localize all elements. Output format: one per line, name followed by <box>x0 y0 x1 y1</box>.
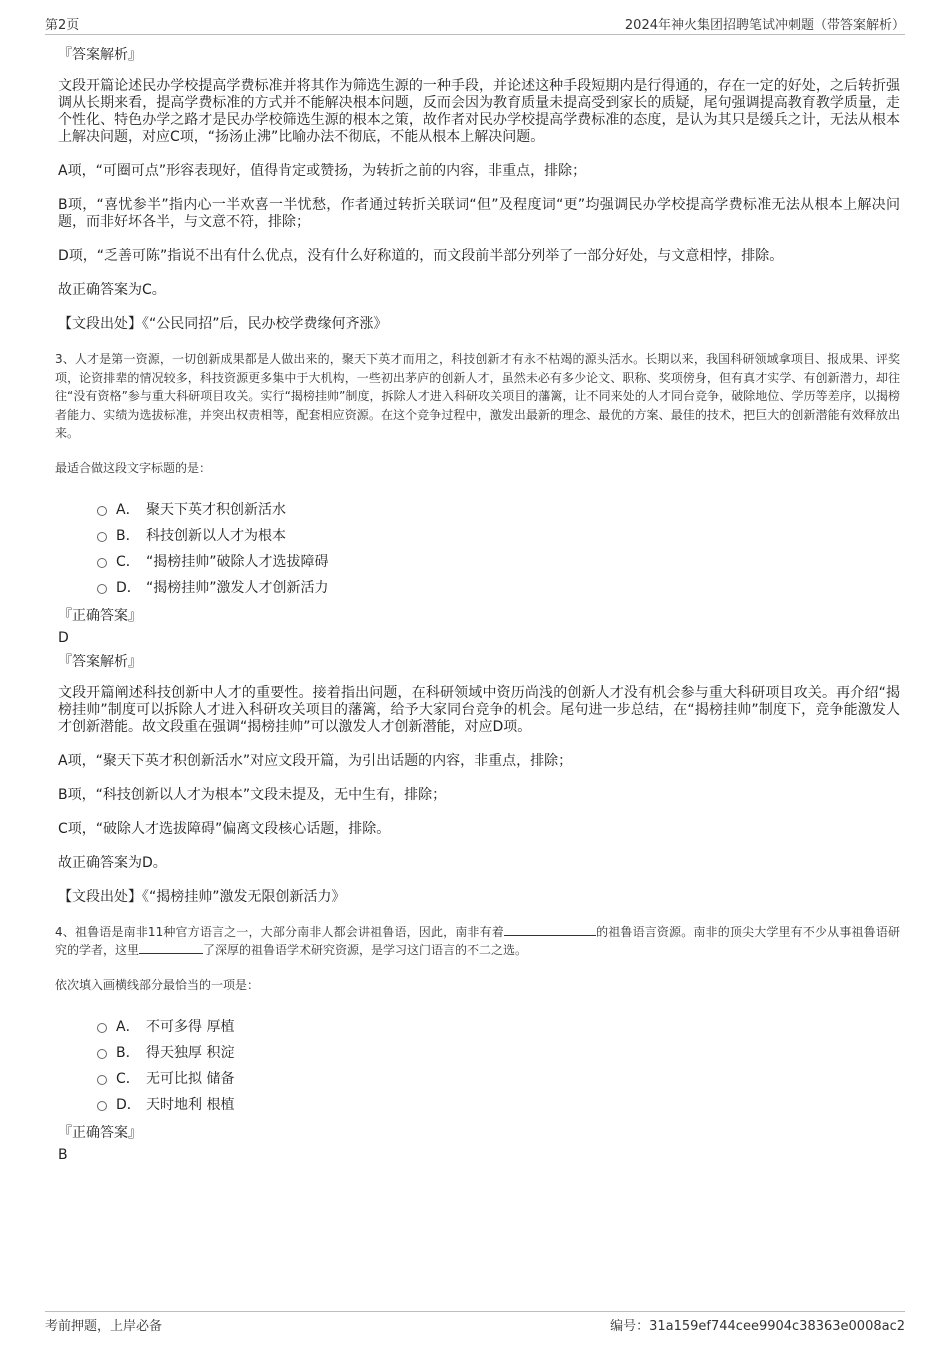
q3-answer: D <box>58 629 69 646</box>
q3-prompt: 最适合做这段文字标题的是： <box>55 460 212 475</box>
q3-options <box>55 497 900 601</box>
radio-icon[interactable] <box>97 1049 107 1059</box>
q3-analysis-label: 『答案解析』 <box>58 653 142 670</box>
q4-option-c[interactable]: C． 无可比拟 储备 <box>97 1066 900 1092</box>
q3-question-text: 3、人才是第一资源，一切创新成果都是人做出来的，聚天下英才而用之，科技创新才有永不枯竭的源头活水。长期以来，我国科研领域拿项目、报成果、评奖项，论资排辈的情况较多，科技资源更多集中于大机构，一些初出茅庐的创新人才，虽然未必有多少论文、职称、奖项傍身，但有真才实学、有创新潜力，却往往“没有资格”参与重大科研项目攻关。实行“揭榜挂帅”制度，拆除人才进入科研攻关项目的藩篱，让不同来处的人才同台竞争，破除地位、学历等差序，以揭榜者能力、实绩为选拔标准，并突出权责相等，配套相应资源。在这个竞争过程中，激发出最新的理念、最优的方案、最佳的技术，把巨大的创新潜能有效释放出来。 <box>55 352 900 440</box>
radio-icon[interactable] <box>97 1023 107 1033</box>
page-header <box>45 14 905 35</box>
q2-analysis-a: A项，“可圈可点”形容表现好，值得肯定或赞扬，为转折之前的内容，非重点，排除； <box>58 163 587 179</box>
page-footer <box>45 1311 905 1334</box>
q3-source: 【文段出处】《“揭榜挂帅”激发无限创新活力》 <box>58 888 346 905</box>
page-number: 第2页 <box>45 18 80 33</box>
radio-icon[interactable] <box>97 532 107 542</box>
q2-analysis-d: D项，“乏善可陈”指说不出有什么优点，没有什么好称道的，而文段前半部分列举了一部分好处，与文意相悖，排除。 <box>58 248 784 264</box>
radio-icon[interactable] <box>97 584 107 594</box>
q4-answer: B <box>58 1146 68 1163</box>
radio-icon[interactable] <box>97 1101 107 1111</box>
q4-option-b[interactable]: B． 得天独厚 积淀 <box>97 1040 900 1066</box>
footer-slogan: 考前押题，上岸必备 <box>45 1319 163 1334</box>
radio-icon[interactable] <box>97 506 107 516</box>
document-id: 编号：31a159ef744cee9904c38363e0008ac2 <box>610 1319 905 1334</box>
q2-answer-statement: 故正确答案为C。 <box>58 282 166 298</box>
blank-2 <box>139 941 203 954</box>
q4-question-text: 4、祖鲁语是南非11种官方语言之一，大部分南非人都会讲祖鲁语，因此，南非有着 的祖鲁语言资源。南非的顶尖大学里有不少从事祖鲁语研究的学者，这里 了深厚的祖鲁语学术研究资源，是学习这门语言的不二之选。 <box>55 924 900 957</box>
q2-analysis-b: B项，“喜忧参半”指内心一半欢喜一半忧愁，作者通过转折关联词“但”及程度词“更”均强调民办学校提高学费标准无法从根本上解决问题，而非好坏各半，与文意不符，排除； <box>58 197 900 230</box>
document-title: 2024年神火集团招聘笔试冲刺题（带答案解析） <box>624 18 905 33</box>
q4-options <box>55 1014 900 1118</box>
q4-prompt: 依次填入画横线部分最恰当的一项是： <box>55 977 260 992</box>
q2-source: 【文段出处】《“公民同招”后，民办校学费缘何齐涨》 <box>58 316 388 332</box>
q2-analysis-main: 文段开篇论述民办学校提高学费标准并将其作为筛选生源的一种手段，并论述这种手段短期内是行得通的，存在一定的好处，之后转折强调从长期来看，提高学费标准的方式并不能解决根本问题，反而会因为教育质量未提高受到家长的质疑，尾句强调提高教育教学质量，走个性化、特色办学之路才是民办学校筛选生源的根本之策，故作者对民办学校提高学费标准的态度，是认为其只是缓兵之计，无法从根本上解决问题，对应C项，“扬汤止沸”比喻办法不彻底，不能从根本上解决问题。 <box>58 78 900 145</box>
q3-analysis-a: A项，“聚天下英才积创新活水”对应文段开篇，为引出话题的内容，非重点，排除； <box>58 752 573 769</box>
q3-option-b[interactable]: B． 科技创新以人才为根本 <box>97 523 900 549</box>
q4-option-a[interactable]: A． 不可多得 厚植 <box>97 1014 900 1040</box>
q2-analysis-label: 『答案解析』 <box>58 47 142 63</box>
q3-option-a[interactable]: A． 聚天下英才积创新活水 <box>97 497 900 523</box>
q4-answer-label: 『正确答案』 <box>58 1124 142 1141</box>
q3-analysis-b: B项，“科技创新以人才为根本”文段未提及，无中生有，排除； <box>58 786 447 803</box>
q3-analysis-main: 文段开篇阐述科技创新中人才的重要性。接着指出问题，在科研领域中资历尚浅的创新人才没有机会参与重大科研项目攻关。再介绍“揭榜挂帅”制度可以拆除人才进入科研攻关项目的藩篱，给予大家同台竞争的机会。尾句进一步总结，在“揭榜挂帅”制度下，竞争能激发人才创新潜能。故文段重在强调“揭榜挂帅”可以激发人才创新潜能，对应D项。 <box>58 684 900 735</box>
main-content <box>55 46 900 1170</box>
radio-icon[interactable] <box>97 558 107 568</box>
q3-answer-statement: 故正确答案为D。 <box>58 854 167 871</box>
q3-option-d[interactable]: D． “揭榜挂帅”激发人才创新活力 <box>97 575 900 601</box>
blank-1 <box>504 923 596 936</box>
q3-answer-label: 『正确答案』 <box>58 607 142 624</box>
q3-analysis-c: C项，“破除人才选拔障碍”偏离文段核心话题，排除。 <box>58 820 391 837</box>
q4-option-d[interactable]: D． 天时地利 根植 <box>97 1092 900 1118</box>
radio-icon[interactable] <box>97 1075 107 1085</box>
q3-option-c[interactable]: C． “揭榜挂帅”破除人才选拔障碍 <box>97 549 900 575</box>
